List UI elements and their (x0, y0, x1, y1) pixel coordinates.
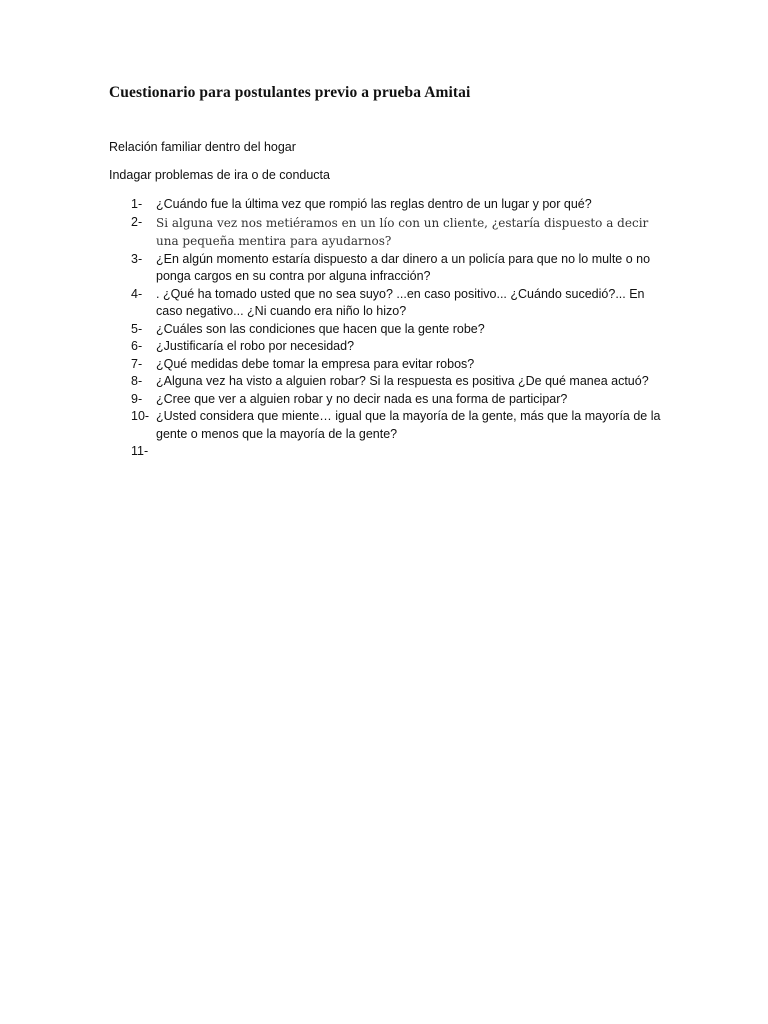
question-number: 2- (131, 214, 143, 229)
question-number: 9- (131, 391, 143, 406)
question-item (131, 251, 671, 286)
question-text: ¿Alguna vez ha visto a alguien robar? Si la respuesta es positiva ¿De qué manea actuó? (156, 374, 649, 388)
question-item (131, 356, 671, 374)
document-title: Cuestionario para postulantes previo a prueba Amitai (109, 84, 471, 101)
question-number: 8- (131, 374, 143, 388)
section-heading-conduct: Indagar problemas de ira o de conducta (109, 168, 330, 182)
question-text: ¿Justificaría el robo por necesidad? (156, 339, 355, 353)
question-text: ¿Usted considera que miente… igual que la mayoría de la gente, más que la mayoría de la gente o menos que la mayoría de la gente? (156, 409, 661, 441)
question-item (131, 408, 671, 443)
question-text: Si alguna vez nos metiéramos en un lío con un cliente, ¿estaría dispuesto a decir una pequeña mentira para ayudarnos? (156, 215, 649, 248)
question-item (131, 338, 671, 356)
question-number: 6- (131, 339, 143, 353)
question-text: . ¿Qué ha tomado usted que no sea suyo? ...en caso positivo... ¿Cuándo sucedió?... En caso negativo... ¿Ni cuando era niño lo hizo? (156, 286, 645, 318)
question-item (131, 373, 671, 391)
question-item (131, 286, 671, 321)
question-item (131, 391, 671, 409)
question-text: ¿Cuáles son las condiciones que hacen que la gente robe? (156, 321, 485, 336)
question-number: 11- (131, 444, 149, 458)
question-number: 5- (131, 321, 143, 336)
question-list (131, 196, 671, 461)
question-text: ¿Cree que ver a alguien robar y no decir nada es una forma de participar? (156, 391, 568, 406)
question-number: 4- (131, 286, 143, 301)
question-item (131, 196, 671, 214)
question-item (131, 321, 671, 339)
question-number: 1- (131, 197, 143, 211)
question-text: ¿Qué medidas debe tomar la empresa para evitar robos? (156, 356, 475, 371)
section-heading-family: Relación familiar dentro del hogar (109, 140, 296, 154)
question-number: 10- (131, 409, 150, 423)
question-text: ¿En algún momento estaría dispuesto a dar dinero a un policía para que no lo multe o no ponga cargos en su contra por alguna infracción? (156, 251, 651, 283)
question-item (131, 443, 671, 461)
question-number: 3- (131, 251, 143, 266)
question-number: 7- (131, 356, 143, 371)
question-item (131, 214, 671, 251)
question-text: ¿Cuándo fue la última vez que rompió las reglas dentro de un lugar y por qué? (156, 197, 592, 211)
